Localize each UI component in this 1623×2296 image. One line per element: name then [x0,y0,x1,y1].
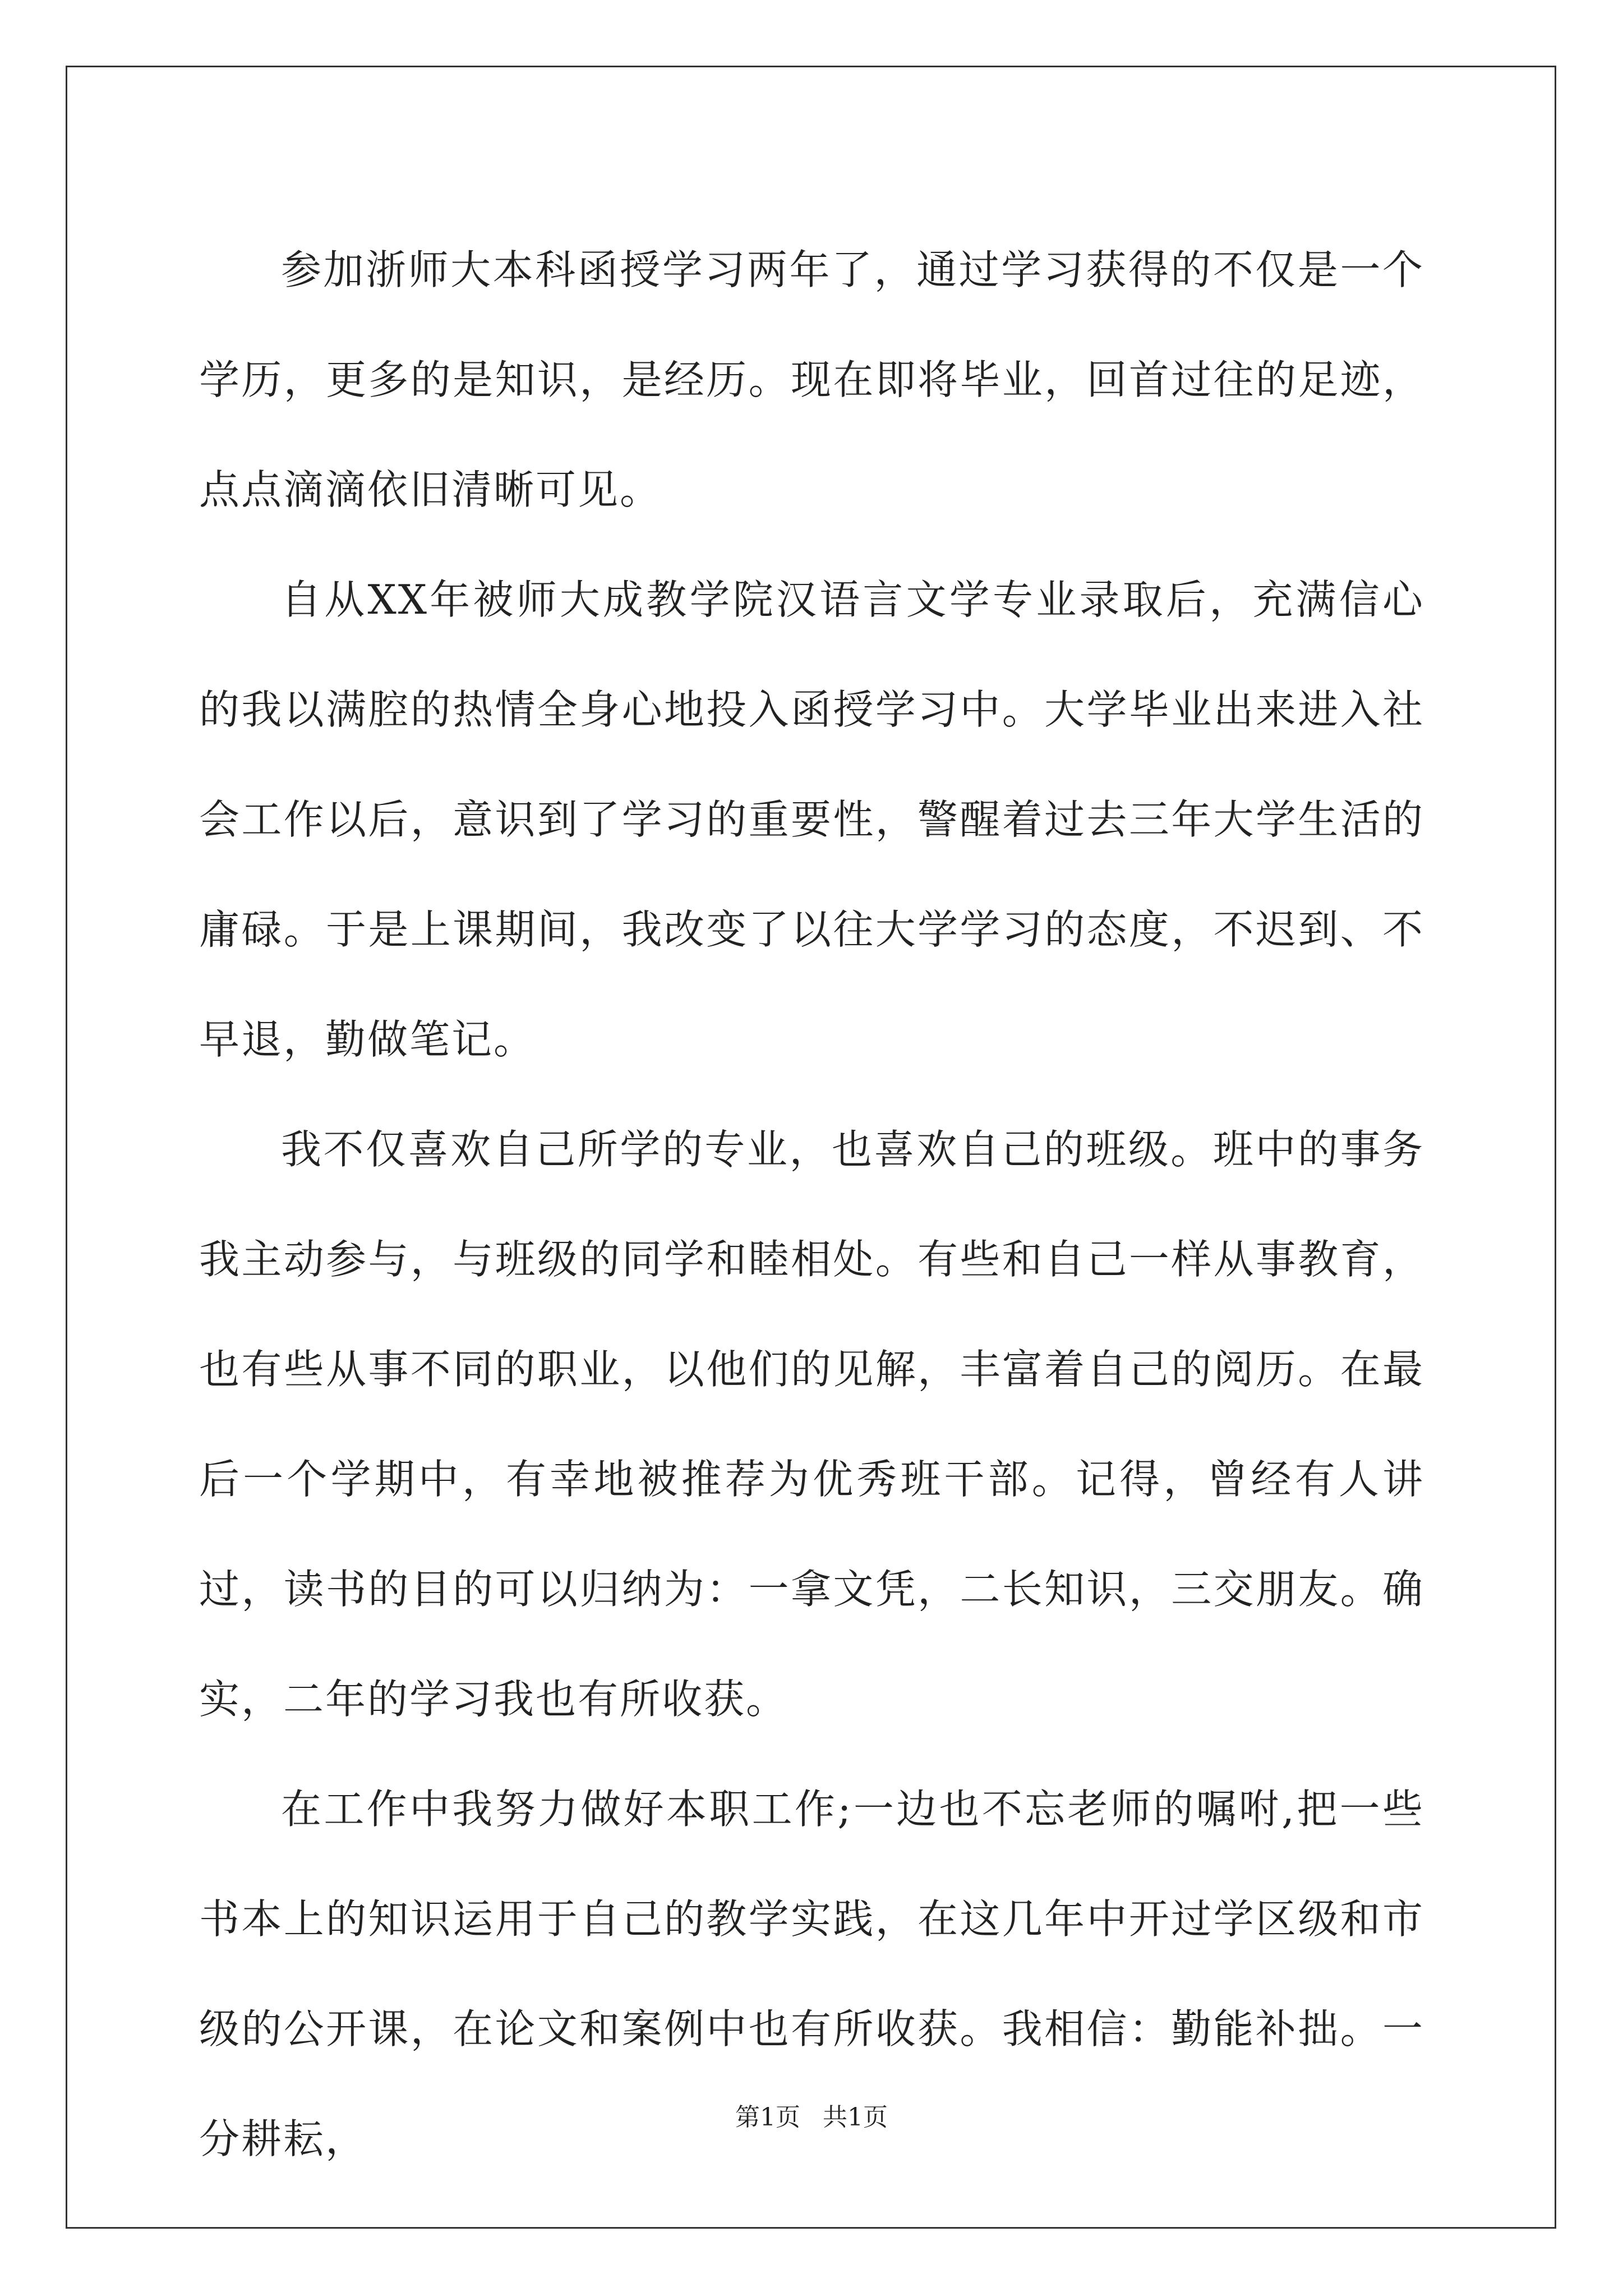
paragraph-1: 参加浙师大本科函授学习两年了，通过学习获得的不仅是一个学历，更多的是知识，是经历。现在即将毕业，回首过往的足迹，点点滴滴依旧清晰可见。 [199,246,1424,513]
document-body [199,215,1424,2194]
paragraph-4: 在工作中我努力做好本职工作;一边也不忘老师的嘱咐,把一些书本上的知识运用于自己的教学实践，在这几年中开过学区级和市级的公开课，在论文和案例中也有所收获。我相信：勤能补拙。一分耕耘， [199,1786,1424,2162]
paragraph-3: 我不仅喜欢自己所学的专业，也喜欢自己的班级。班中的事务我主动参与，与班级的同学和睦相处。有些和自己一样从事教育，也有些从事不同的职业，以他们的见解，丰富着自己的阅历。在最后一个学期中，有幸地被推荐为优秀班干部。记得，曾经有人讲过，读书的目的可以归纳为：一拿文凭，二长知识，三交朋友。确实，二年的学习我也有所收获。 [199,1126,1424,1723]
paragraph-2: 自从XX年被师大成教学院汉语言文学专业录取后，充满信心的我以满腔的热情全身心地投入函授学习中。大学毕业出来进入社会工作以后，意识到了学习的重要性，警醒着过去三年大学生活的庸碌。于是上课期间，我改变了以往大学学习的态度，不迟到、不早退，勤做笔记。 [199,576,1424,1063]
page-number: 第1页 [735,2103,800,2132]
page-footer [0,2102,1623,2133]
page-total: 共1页 [823,2103,888,2132]
